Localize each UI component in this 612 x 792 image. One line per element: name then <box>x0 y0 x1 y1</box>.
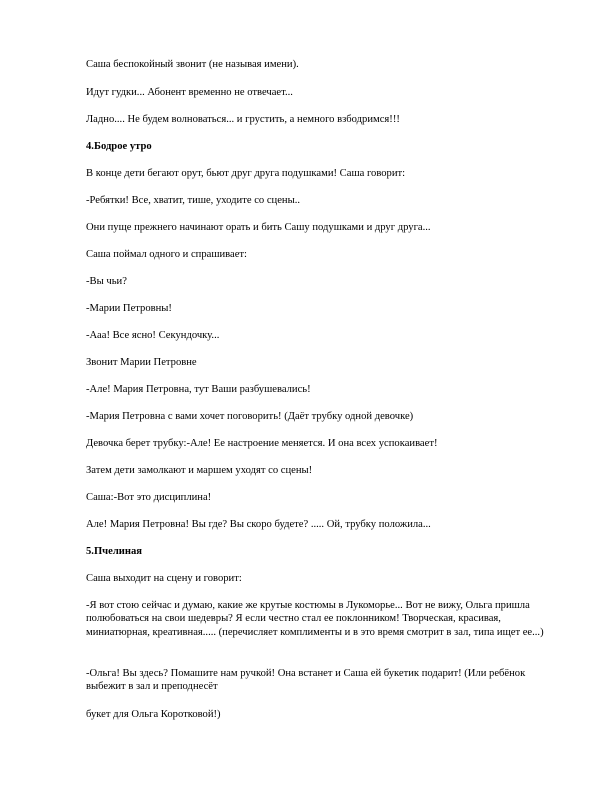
paragraph-9: -Вы чьи? <box>86 276 127 287</box>
paragraph-17: Саша:-Вот это дисциплина! <box>86 492 212 503</box>
section-heading-4: 4.Бодрое утро <box>86 141 152 152</box>
paragraph-16: Затем дети замолкают и маршем уходят со сцены! <box>86 465 313 476</box>
paragraph-7: Они пуще прежнего начинают орать и бить Сашу подушками и друг друга... <box>86 222 431 233</box>
paragraph-2: Идут гудки... Абонент временно не отвечает... <box>86 87 293 98</box>
paragraph-12: Звонит Марии Петровне <box>86 357 197 368</box>
section-heading-5: 5.Пчелиная <box>86 546 143 557</box>
paragraph-20: Саша выходит на сцену и говорит: <box>86 573 242 584</box>
paragraph-6: -Ребятки! Все, хватит, тише, уходите со сцены.. <box>86 195 300 206</box>
paragraph-22: -Ольга! Вы здесь? Помашите нам ручкой! Она встанет и Саша ей букетик подарит! (Или ребёнок выбежит в зал и преподнесёт <box>86 668 526 693</box>
paragraph-13: -Але! Мария Петровна, тут Ваши разбушевались! <box>86 384 311 395</box>
paragraph-14: -Мария Петровна с вами хочет поговорить! (Даёт трубку одной девочке) <box>86 411 414 422</box>
paragraph-15: Девочка берет трубку:-Але! Ее настроение меняется. И она всех успокаивает! <box>86 438 438 449</box>
paragraph-1: Саша беспокойный звонит (не называя имени). <box>86 59 299 70</box>
paragraph-8: Саша поймал одного и спрашивает: <box>86 249 248 260</box>
paragraph-3: Ладно.... Не будем волноваться... и грустить, а немного взбодримся!!! <box>86 114 400 125</box>
paragraph-18: Але! Мария Петровна! Вы где? Вы скоро будете? ..... Ой, трубку положила... <box>86 519 431 530</box>
paragraph-21: -Я вот стою сейчас и думаю, какие же крутые костюмы в Лукоморье... Вот не вижу, Ольга пришла полюбоваться на свои шедевры? Я если честно стал ее поклонником! Творческая, красивая, миниатюрная, креативная..... (перечисляет комплименты и в это время смотрит в зал, типа ищет ее...) <box>86 600 544 638</box>
paragraph-10: -Марии Петровны! <box>86 303 172 314</box>
paragraph-5: В конце дети бегают орут, бьют друг друга подушками! Саша говорит: <box>86 168 406 179</box>
paragraph-11: -Ааа! Все ясно! Секундочку... <box>86 330 220 341</box>
paragraph-23: букет для Ольга Коротковой!) <box>86 709 221 720</box>
